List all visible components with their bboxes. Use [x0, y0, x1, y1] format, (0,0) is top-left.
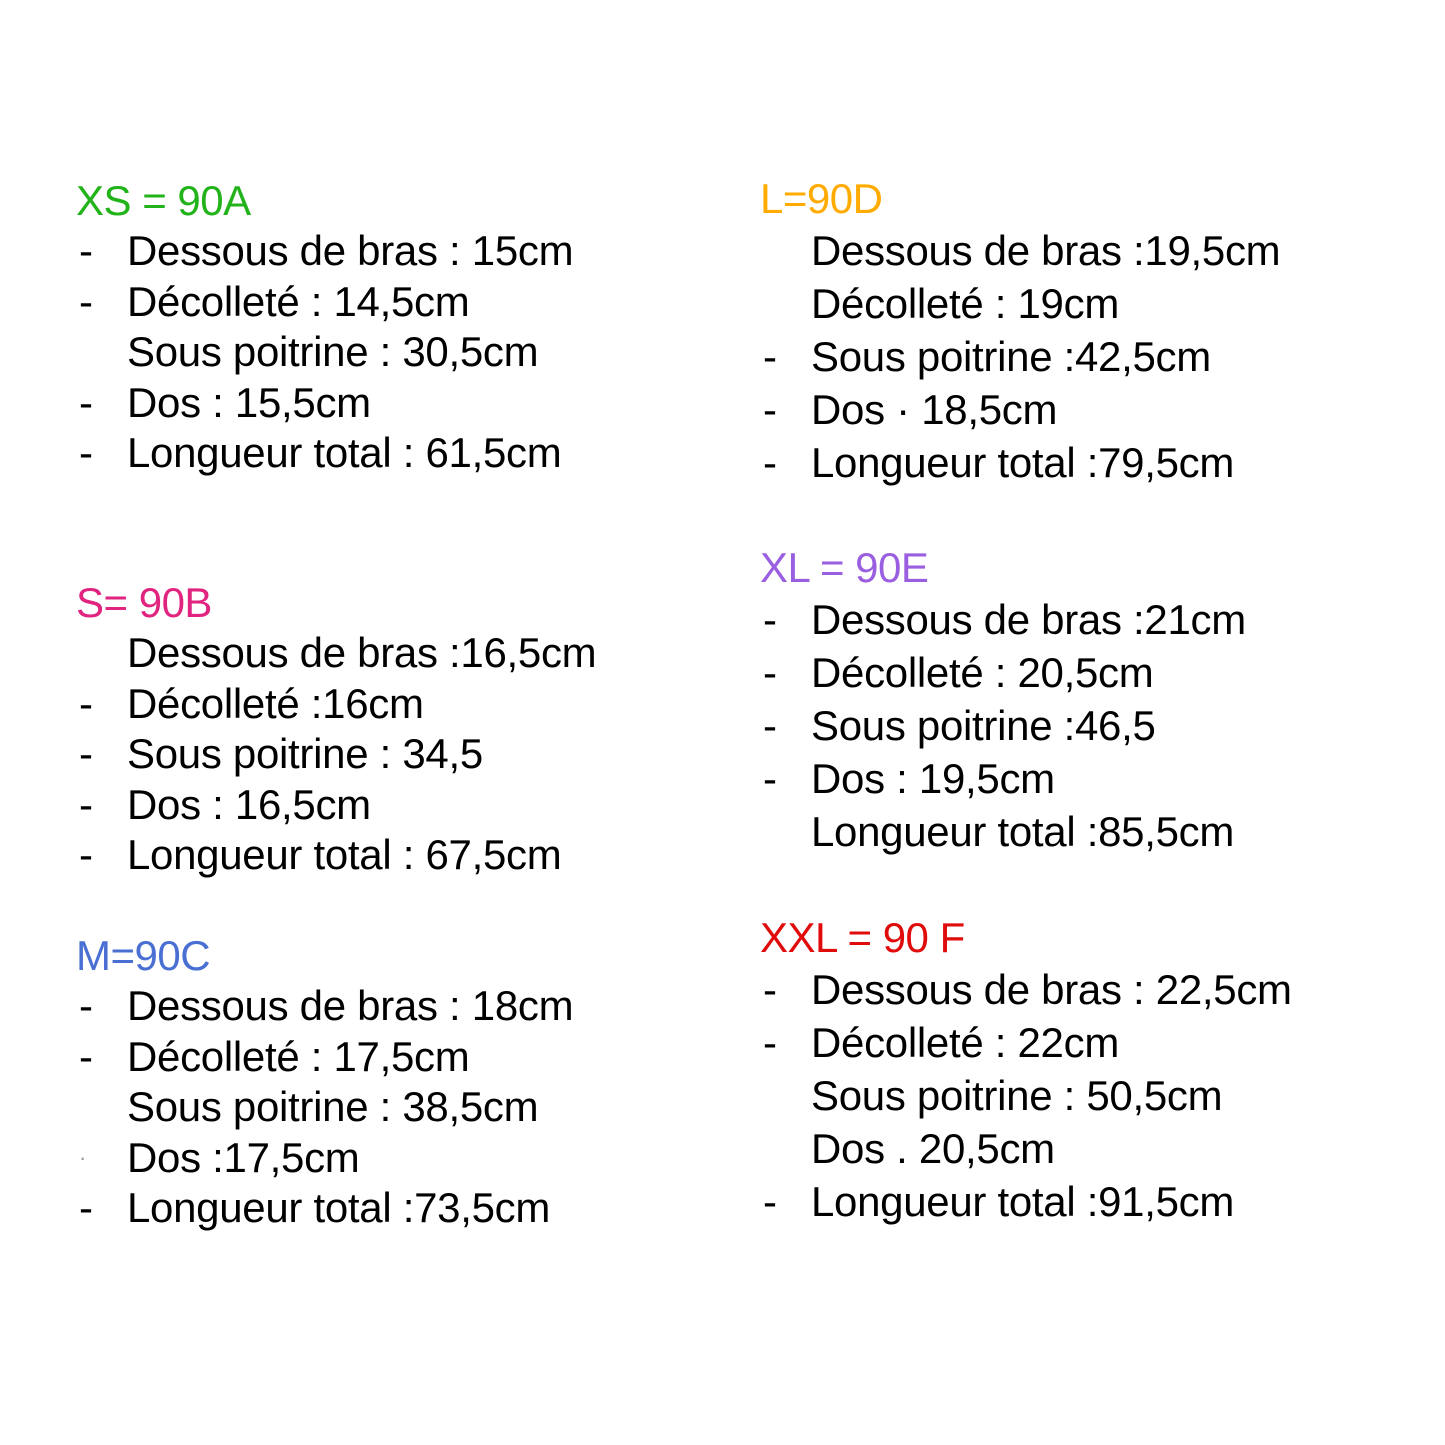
- bullet-dash: -: [763, 1178, 777, 1225]
- measurement-row: - Dos : 15,5cm: [76, 378, 573, 429]
- measurement-row: - Dos · 18,5cm: [760, 383, 1280, 436]
- size-heading-s: S= 90B: [76, 579, 212, 626]
- bullet-dash: -: [79, 730, 93, 777]
- bullet-dash: -: [79, 1032, 93, 1080]
- size-block-s: [76, 578, 596, 881]
- measurement-row: - Longueur total :73,5cm: [76, 1183, 573, 1234]
- bullet-dash: -: [79, 679, 93, 727]
- measurement-row: - Sous poitrine : 34,5: [76, 729, 596, 780]
- bullet-dash: -: [763, 755, 777, 802]
- measurement-row: Dessous de bras :19,5cm: [811, 227, 1281, 274]
- bullet-dash: -: [763, 439, 777, 486]
- size-block-l: [760, 174, 1280, 489]
- bullet-dash: -: [79, 429, 93, 476]
- size-heading-l: L=90D: [760, 175, 883, 222]
- bullet-dash: -: [79, 227, 93, 274]
- size-heading-xl: XL = 90E: [760, 544, 929, 591]
- size-block-xl: [760, 543, 1246, 858]
- measurement-row: Sous poitrine : 38,5cm: [127, 1083, 539, 1130]
- measurement-row: - Dos : 19,5cm: [760, 752, 1246, 805]
- measurement-row: Décolleté : 19cm: [811, 280, 1120, 327]
- size-block-m: [76, 931, 573, 1234]
- size-heading-xs: XS = 90A: [76, 177, 251, 224]
- measurement-row: - Décolleté : 20,5cm: [760, 646, 1246, 699]
- bullet-dash: -: [79, 780, 93, 828]
- measurement-row: - Longueur total :91,5cm: [760, 1175, 1292, 1228]
- measurement-row: - Dessous de bras : 18cm: [76, 981, 573, 1032]
- measurement-row: - Décolleté : 17,5cm: [76, 1032, 573, 1083]
- bullet-dash: -: [79, 1184, 93, 1231]
- bullet-dash: -: [763, 333, 777, 380]
- measurement-row: - Sous poitrine :42,5cm: [760, 330, 1280, 383]
- measurement-row: - Dessous de bras :21cm: [760, 593, 1246, 646]
- size-heading-m: M=90C: [76, 932, 211, 979]
- measurement-row: - Dos : 16,5cm: [76, 780, 596, 831]
- bullet-dash: ·: [79, 1144, 87, 1170]
- measurement-row: - Décolleté : 22cm: [760, 1016, 1292, 1069]
- measurement-row: Sous poitrine : 30,5cm: [127, 328, 539, 375]
- measurement-row: - Longueur total :79,5cm: [760, 436, 1280, 489]
- size-heading-xxl: XXL = 90 F: [760, 914, 965, 961]
- bullet-dash: -: [763, 649, 777, 696]
- size-block-xs: [76, 176, 573, 479]
- measurement-row: - Décolleté : 14,5cm: [76, 277, 573, 328]
- measurement-row: Dos . 20,5cm: [811, 1125, 1055, 1172]
- measurement-row: - Dessous de bras : 22,5cm: [760, 963, 1292, 1016]
- measurement-row: - Décolleté :16cm: [76, 679, 596, 730]
- measurement-row: - Longueur total : 61,5cm: [76, 428, 573, 479]
- measurement-row: Sous poitrine : 50,5cm: [811, 1072, 1223, 1119]
- measurement-row: - Longueur total : 67,5cm: [76, 830, 596, 881]
- bullet-dash: -: [763, 1019, 777, 1066]
- measurement-row: - Dessous de bras : 15cm: [76, 226, 573, 277]
- measurement-row: - Sous poitrine :46,5: [760, 699, 1246, 752]
- size-block-xxl: [760, 913, 1292, 1228]
- measurement-row: Dessous de bras :16,5cm: [127, 629, 597, 676]
- bullet-dash: -: [79, 982, 93, 1029]
- bullet-dash: -: [763, 596, 777, 643]
- bullet-dash: -: [79, 831, 93, 878]
- bullet-dash: -: [763, 702, 777, 749]
- bullet-dash: -: [79, 378, 93, 426]
- bullet-dash: -: [79, 277, 93, 325]
- measurement-row: Longueur total :85,5cm: [811, 808, 1235, 855]
- bullet-dash: -: [763, 966, 777, 1013]
- measurement-row: · Dos :17,5cm: [76, 1133, 573, 1184]
- bullet-dash: -: [763, 386, 777, 433]
